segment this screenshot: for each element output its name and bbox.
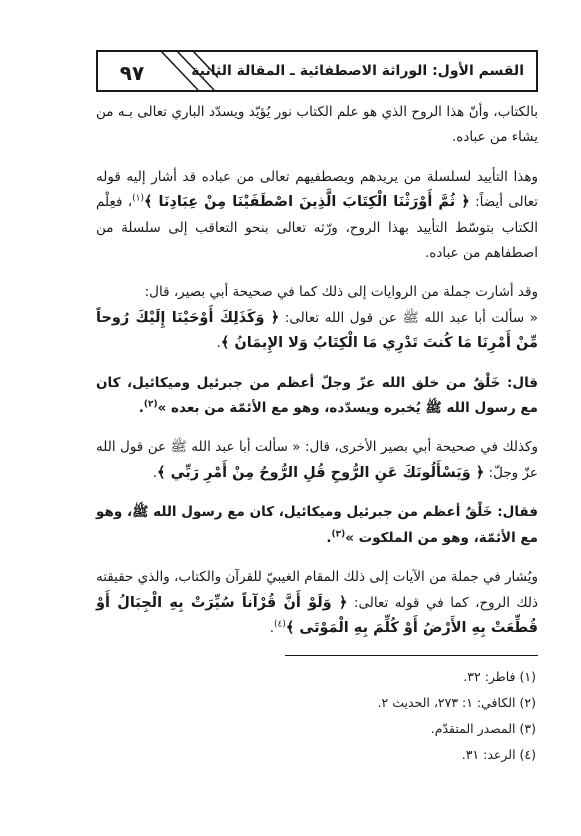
paragraph-5-text-a: وكذلك في صحيحة أبي بصير الأخرى، قال: « سألت أبا عبد الله ﷺ عن قول الله عزّ وجلّ: (96, 439, 538, 481)
footnote-ref-2[interactable]: (٢) (143, 399, 158, 410)
quran-quote-3: ﴿ وَيَسْأَلُونَكَ عَنِ الرُّوحِ قُلِ الرُّوحُ مِنْ أَمْرِ رَبِّي ﴾ (157, 464, 485, 481)
paragraph-6 (96, 500, 538, 551)
paragraph-3 (96, 280, 538, 356)
paragraph-6-text-a: فقال: خَلْقٌ أعظم من جبرئيل وميكائيل، كان مع رسول الله ﷺ، وهو مع الأئمّة، وهو من الملكوت » (96, 504, 538, 546)
footnote-ref-1[interactable]: (١) (132, 193, 144, 204)
paragraph-5-text-b: . (152, 464, 158, 481)
paragraph-4-text-a: قال: خَلْقٌ من خلق الله عزّ وجلّ أعظم من جبرئيل وميكائيل، كان مع رسول الله ﷺ يُخبره ويسدّده، وهو مع الأئمّة من بعده » (96, 374, 538, 417)
running-title: القسم الأول: الوراثة الاصطفائية ـ المقالة الثانية (191, 63, 524, 79)
paragraph-2-text-a: وهذا التأييد لسلسلة من يريدهم ويصطفيهم تعالى من عباده قد أشار إليه قوله تعالى أيضاً: (96, 168, 538, 211)
paragraph-2 (96, 165, 538, 267)
footnote-3: (٣) المصدر المتقدّم. (430, 721, 536, 736)
paragraph-6-text-b: . (326, 529, 332, 546)
paragraph-3-text-a: وقد أشارت جملة من الروايات إلى ذلك كما في صحيحة أبي بصير، قال: (144, 284, 538, 301)
paragraph-1: بالكتاب، وأنّ هذا الروح الذي هو علم الكتاب نور يُؤيّد ويسدّد الباري تعالى بـه من يشاء من عباده. (96, 104, 538, 146)
footnote-divider (285, 655, 538, 656)
page-number: ٩٧ (119, 61, 145, 85)
paragraph-2-text-b: ، فعِلْم الكتاب بتوسّط التأييد بهذا الروح، ورّثه تعالى بنحو التعاقب إلى سلسلة من اصطفاهم من عباده. (96, 194, 538, 262)
footnote-ref-4[interactable]: (٤) (273, 619, 286, 630)
paragraph-7 (96, 565, 538, 641)
footnote-1: (١) فاطر: ٣٢. (463, 669, 536, 684)
paragraph-7-text-a: ويُشار في جملة من الآيات إلى ذلك المقام الغيبيّ للقرآن والكتاب، والذي حقيقته ذلك الروح، كما في قوله تعالى: (96, 569, 538, 611)
footnote-ref-3[interactable]: (٣) (331, 529, 346, 540)
footnote-2: (٢) الكافي: ١: ٢٧٣، الحديث ٢. (377, 695, 536, 710)
footnotes (96, 664, 536, 768)
quran-quote-1: ﴿ ثُمَّ أَوْرَثْنَا الْكِتَابَ الَّذِينَ اصْطَفَيْنَا مِنْ عِبَادِنَا ﴾ (143, 194, 470, 211)
quran-quote-4: ﴿ وَلَوْ أَنَّ قُرْآناً سُيِّرَتْ بِهِ الْجِبَالُ أَوْ قُطِّعَتْ بِهِ الأَرْضُ أَوْ كُلِّمَ بِهِ الْمَوْتَى ﴾ (96, 594, 538, 636)
paragraph-4-text-b: . (138, 400, 144, 417)
paragraph-5 (96, 435, 538, 486)
paragraph-7-text-b: . (269, 619, 274, 636)
page-header (96, 50, 538, 92)
quran-quote-2: ﴿ وَكَذَلِكَ أَوْحَيْنَا إِلَيْكَ رُوحاً مِّنْ أَمْرِنَا مَا كُنتَ تَدْرِي مَا الْكِتَابُ وَلا الإِيمَانُ ﴾ (96, 309, 538, 352)
paragraph-4 (96, 371, 538, 422)
paragraph-3-text-b: « سألت أبا عبد الله ﷺ عن قول الله تعالى: (279, 309, 538, 326)
body-text (96, 100, 538, 655)
paragraph-3-text-c: . (216, 335, 221, 352)
footnote-4: (٤) الرعد: ٣١. (461, 747, 536, 762)
